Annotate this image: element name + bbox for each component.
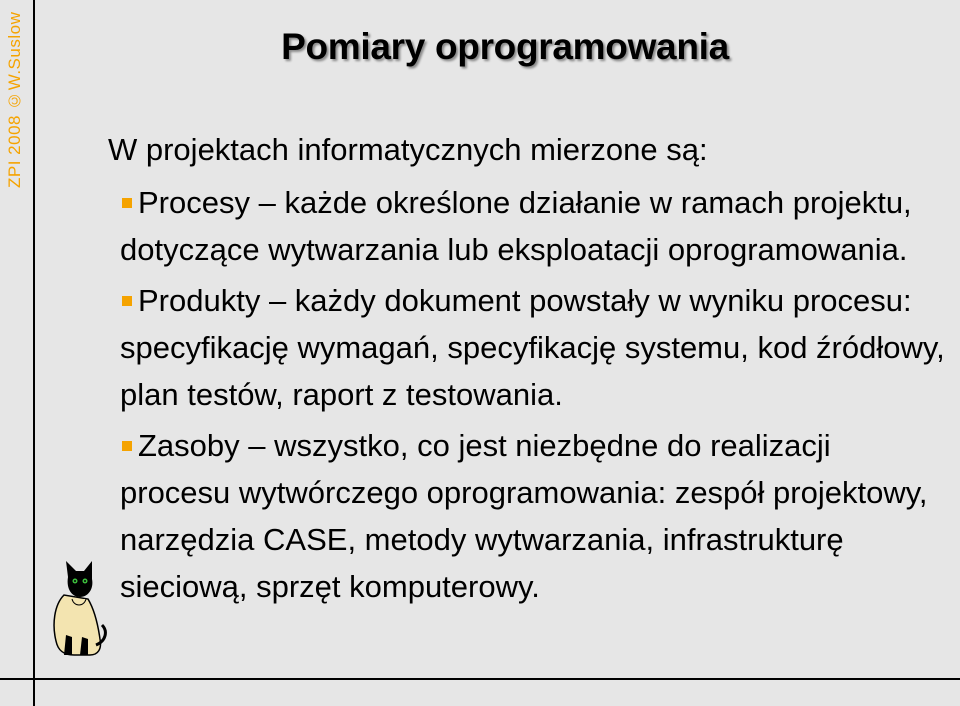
list-item-produkty: [120, 277, 948, 418]
square-bullet-icon: [122, 441, 132, 451]
page-title: Pomiary oprogramowania: [281, 26, 729, 67]
bottom-rule: [0, 678, 960, 680]
left-rule: [33, 0, 35, 706]
square-bullet-icon: [122, 296, 132, 306]
list-item-procesy: [120, 179, 948, 273]
list-item-text: Procesy – każde określone działanie w ramach projektu, dotyczące wytwarzania lub eksploatacji oprogramowania.: [120, 185, 912, 267]
side-label: ZPI 2008 ©W.Suslow: [5, 11, 24, 188]
cat-icon: [44, 555, 110, 659]
list-item-text: Zasoby – wszystko, co jest niezbędne do realizacji procesu wytwórczego oprogramowania: zespół projektowy, narzędzia CASE, metody wytwarzania, infrastrukturę sieciową, sprzęt komputerowy.: [120, 428, 928, 604]
square-bullet-icon: [122, 198, 132, 208]
list-item-text: Produkty – każdy dokument powstały w wyniku procesu: specyfikację wymagań, specyfikację systemu, kod źródłowy, plan testów, raport z testowania.: [120, 283, 945, 412]
list-item-zasoby: [120, 422, 948, 610]
intro-text: W projektach informatycznych mierzone są:: [108, 132, 708, 167]
slide-body: [108, 126, 948, 614]
